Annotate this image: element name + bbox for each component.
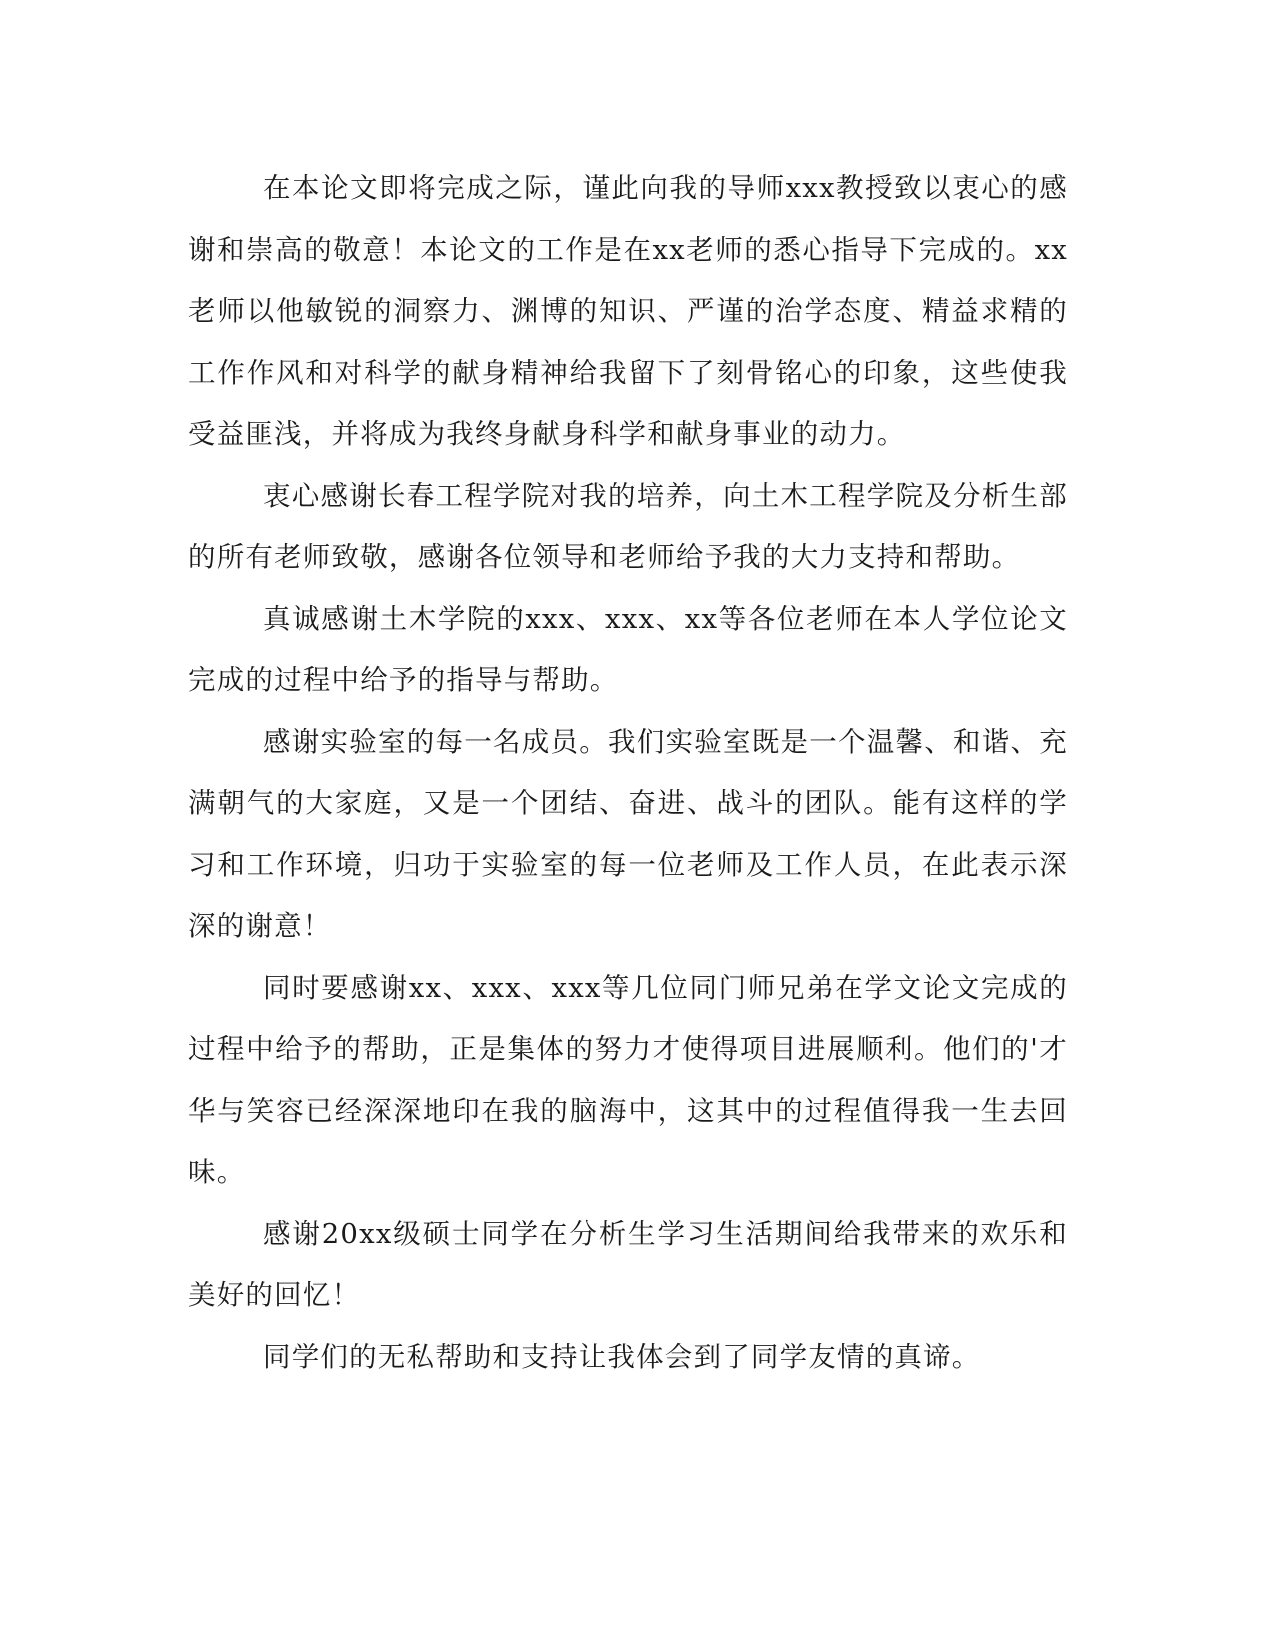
paragraph-college-thanks: 衷心感谢长春工程学院对我的培养，向土木工程学院及分析生部的所有老师致敬，感谢各位领导和老师给予我的大力支持和帮助。	[188, 479, 1068, 573]
paragraph-friendship: 同学们的无私帮助和支持让我体会到了同学友情的真谛。	[263, 1340, 981, 1373]
paragraph-lab-thanks: 感谢实验室的每一名成员。我们实验室既是一个温馨、和谐、充满朝气的大家庭，又是一个团结、奋进、战斗的团队。能有这样的学习和工作环境，归功于实验室的每一位老师及工作人员，在此表示深深的谢意！	[188, 725, 1068, 942]
paragraph-classmates-thanks: 感谢20xx级硕士同学在分析生学习生活期间给我带来的欢乐和美好的回忆！	[188, 1217, 1068, 1311]
paragraph-peers-thanks: 同时要感谢xx、xxx、xxx等几位同门师兄弟在学文论文完成的过程中给予的帮助，正是集体的努力才使得项目进展顺利。他们的'才华与笑容已经深深地印在我的脑海中，这其中的过程值得我一生去回味。	[188, 971, 1068, 1188]
paragraph-advisor-thanks: 在本论文即将完成之际，谨此向我的导师xxx教授致以衷心的感谢和崇高的敬意！本论文的工作是在xx老师的悉心指导下完成的。xx老师以他敏锐的洞察力、渊博的知识、严谨的治学态度、精益求精的工作作风和对科学的献身精神给我留下了刻骨铭心的印象，这些使我受益匪浅，并将成为我终身献身科学和献身事业的动力。	[188, 172, 1068, 450]
document-body	[188, 158, 1068, 1388]
paragraph-teachers-thanks: 真诚感谢土木学院的xxx、xxx、xx等各位老师在本人学位论文完成的过程中给予的指导与帮助。	[188, 602, 1068, 696]
